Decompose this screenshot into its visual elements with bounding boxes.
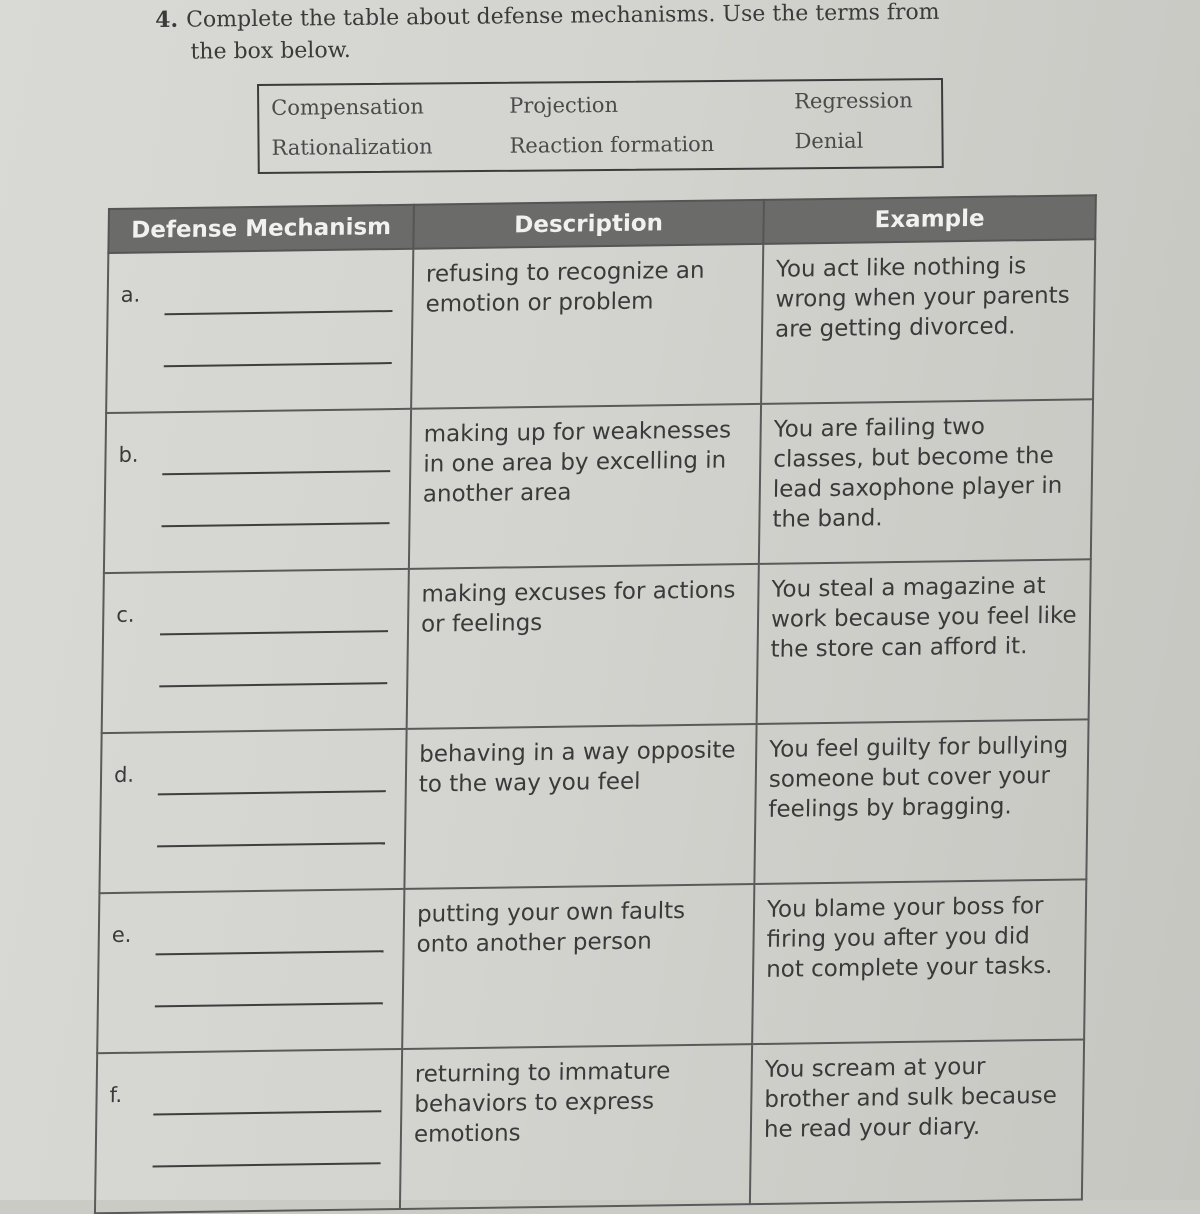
description-cell [407, 564, 759, 729]
example-text: You act like nothing is wrong when your parents are getting divorced. [774, 253, 1070, 343]
answer-blank[interactable] [153, 1074, 382, 1115]
description-text: refusing to recognize an emotion or problem [425, 257, 705, 318]
description-text: behaving in a way opposite to the way you feel [418, 737, 736, 798]
row-letter: a. [120, 282, 141, 307]
example-text: You are failing two classes, but become the lead saxophone player in the band. [772, 413, 1063, 533]
example-text: You blame your boss for firing you after you did not complete your tasks. [765, 893, 1053, 983]
description-cell [409, 404, 761, 569]
mechanism-cell [106, 249, 413, 413]
word-bank-term: Denial [794, 128, 864, 154]
mechanism-cell [99, 729, 406, 893]
table-row [97, 879, 1086, 1053]
row-letter: d. [113, 762, 135, 787]
description-text: making up for weaknesses in one area by excelling in another area [422, 417, 732, 508]
description-text: putting your own faults onto another person [416, 898, 686, 958]
instruction [155, 0, 1056, 69]
example-text: You steal a magazine at work because you feel like the store can afford it. [770, 572, 1077, 663]
answer-blank[interactable] [156, 914, 385, 955]
mechanism-cell [97, 889, 404, 1053]
word-bank-box [257, 78, 944, 174]
table-row [99, 719, 1088, 893]
answer-blank[interactable] [162, 434, 391, 475]
answer-blank[interactable] [162, 486, 391, 527]
instruction-line-2: the box below. [190, 37, 351, 65]
word-bank-term: Projection [509, 92, 619, 118]
example-cell [752, 879, 1086, 1044]
example-cell [759, 399, 1093, 564]
description-text: making excuses for actions or feelings [420, 577, 736, 638]
table-row [95, 1039, 1084, 1213]
answer-blank[interactable] [158, 754, 387, 795]
answer-blank[interactable] [155, 966, 384, 1007]
example-text: You feel guilty for bullying someone but cover your feelings by bragging. [768, 732, 1069, 823]
instruction-line-1: Complete the table about defense mechanisms. Use the terms from [186, 0, 940, 33]
header-defense-mechanism: Defense Mechanism [108, 205, 414, 253]
description-cell [400, 1044, 752, 1209]
description-text: returning to immature behaviors to express emotions [413, 1058, 671, 1148]
description-cell [411, 244, 763, 409]
header-example: Example [763, 195, 1096, 244]
row-letter: b. [118, 442, 139, 467]
table-row [106, 239, 1095, 413]
row-letter: c. [116, 602, 135, 627]
table-row [104, 399, 1093, 573]
answer-blank[interactable] [159, 646, 388, 687]
example-text: You scream at your brother and sulk because he read your diary. [763, 1053, 1058, 1143]
header-description: Description [413, 200, 764, 249]
word-bank-term: Reaction formation [509, 132, 715, 158]
question-number: 4. [155, 6, 179, 33]
example-cell [750, 1039, 1084, 1204]
answer-blank[interactable] [160, 594, 389, 635]
row-letter: f. [109, 1082, 123, 1108]
mechanism-cell [104, 409, 411, 573]
mechanism-cell [95, 1049, 402, 1213]
description-cell [404, 724, 756, 889]
row-letter: e. [111, 922, 132, 948]
example-cell [757, 559, 1091, 724]
description-cell [402, 884, 754, 1049]
word-bank-term: Rationalization [271, 134, 433, 160]
answer-blank[interactable] [157, 806, 386, 847]
answer-blank[interactable] [164, 274, 393, 315]
mechanism-cell [102, 569, 409, 733]
word-bank-term: Compensation [271, 94, 424, 120]
example-cell [754, 719, 1088, 884]
word-bank-term: Regression [794, 88, 913, 114]
defense-mechanism-table [94, 194, 1097, 1214]
answer-blank[interactable] [164, 326, 393, 367]
table-row [102, 559, 1091, 733]
example-cell [761, 239, 1095, 404]
answer-blank[interactable] [153, 1126, 382, 1167]
